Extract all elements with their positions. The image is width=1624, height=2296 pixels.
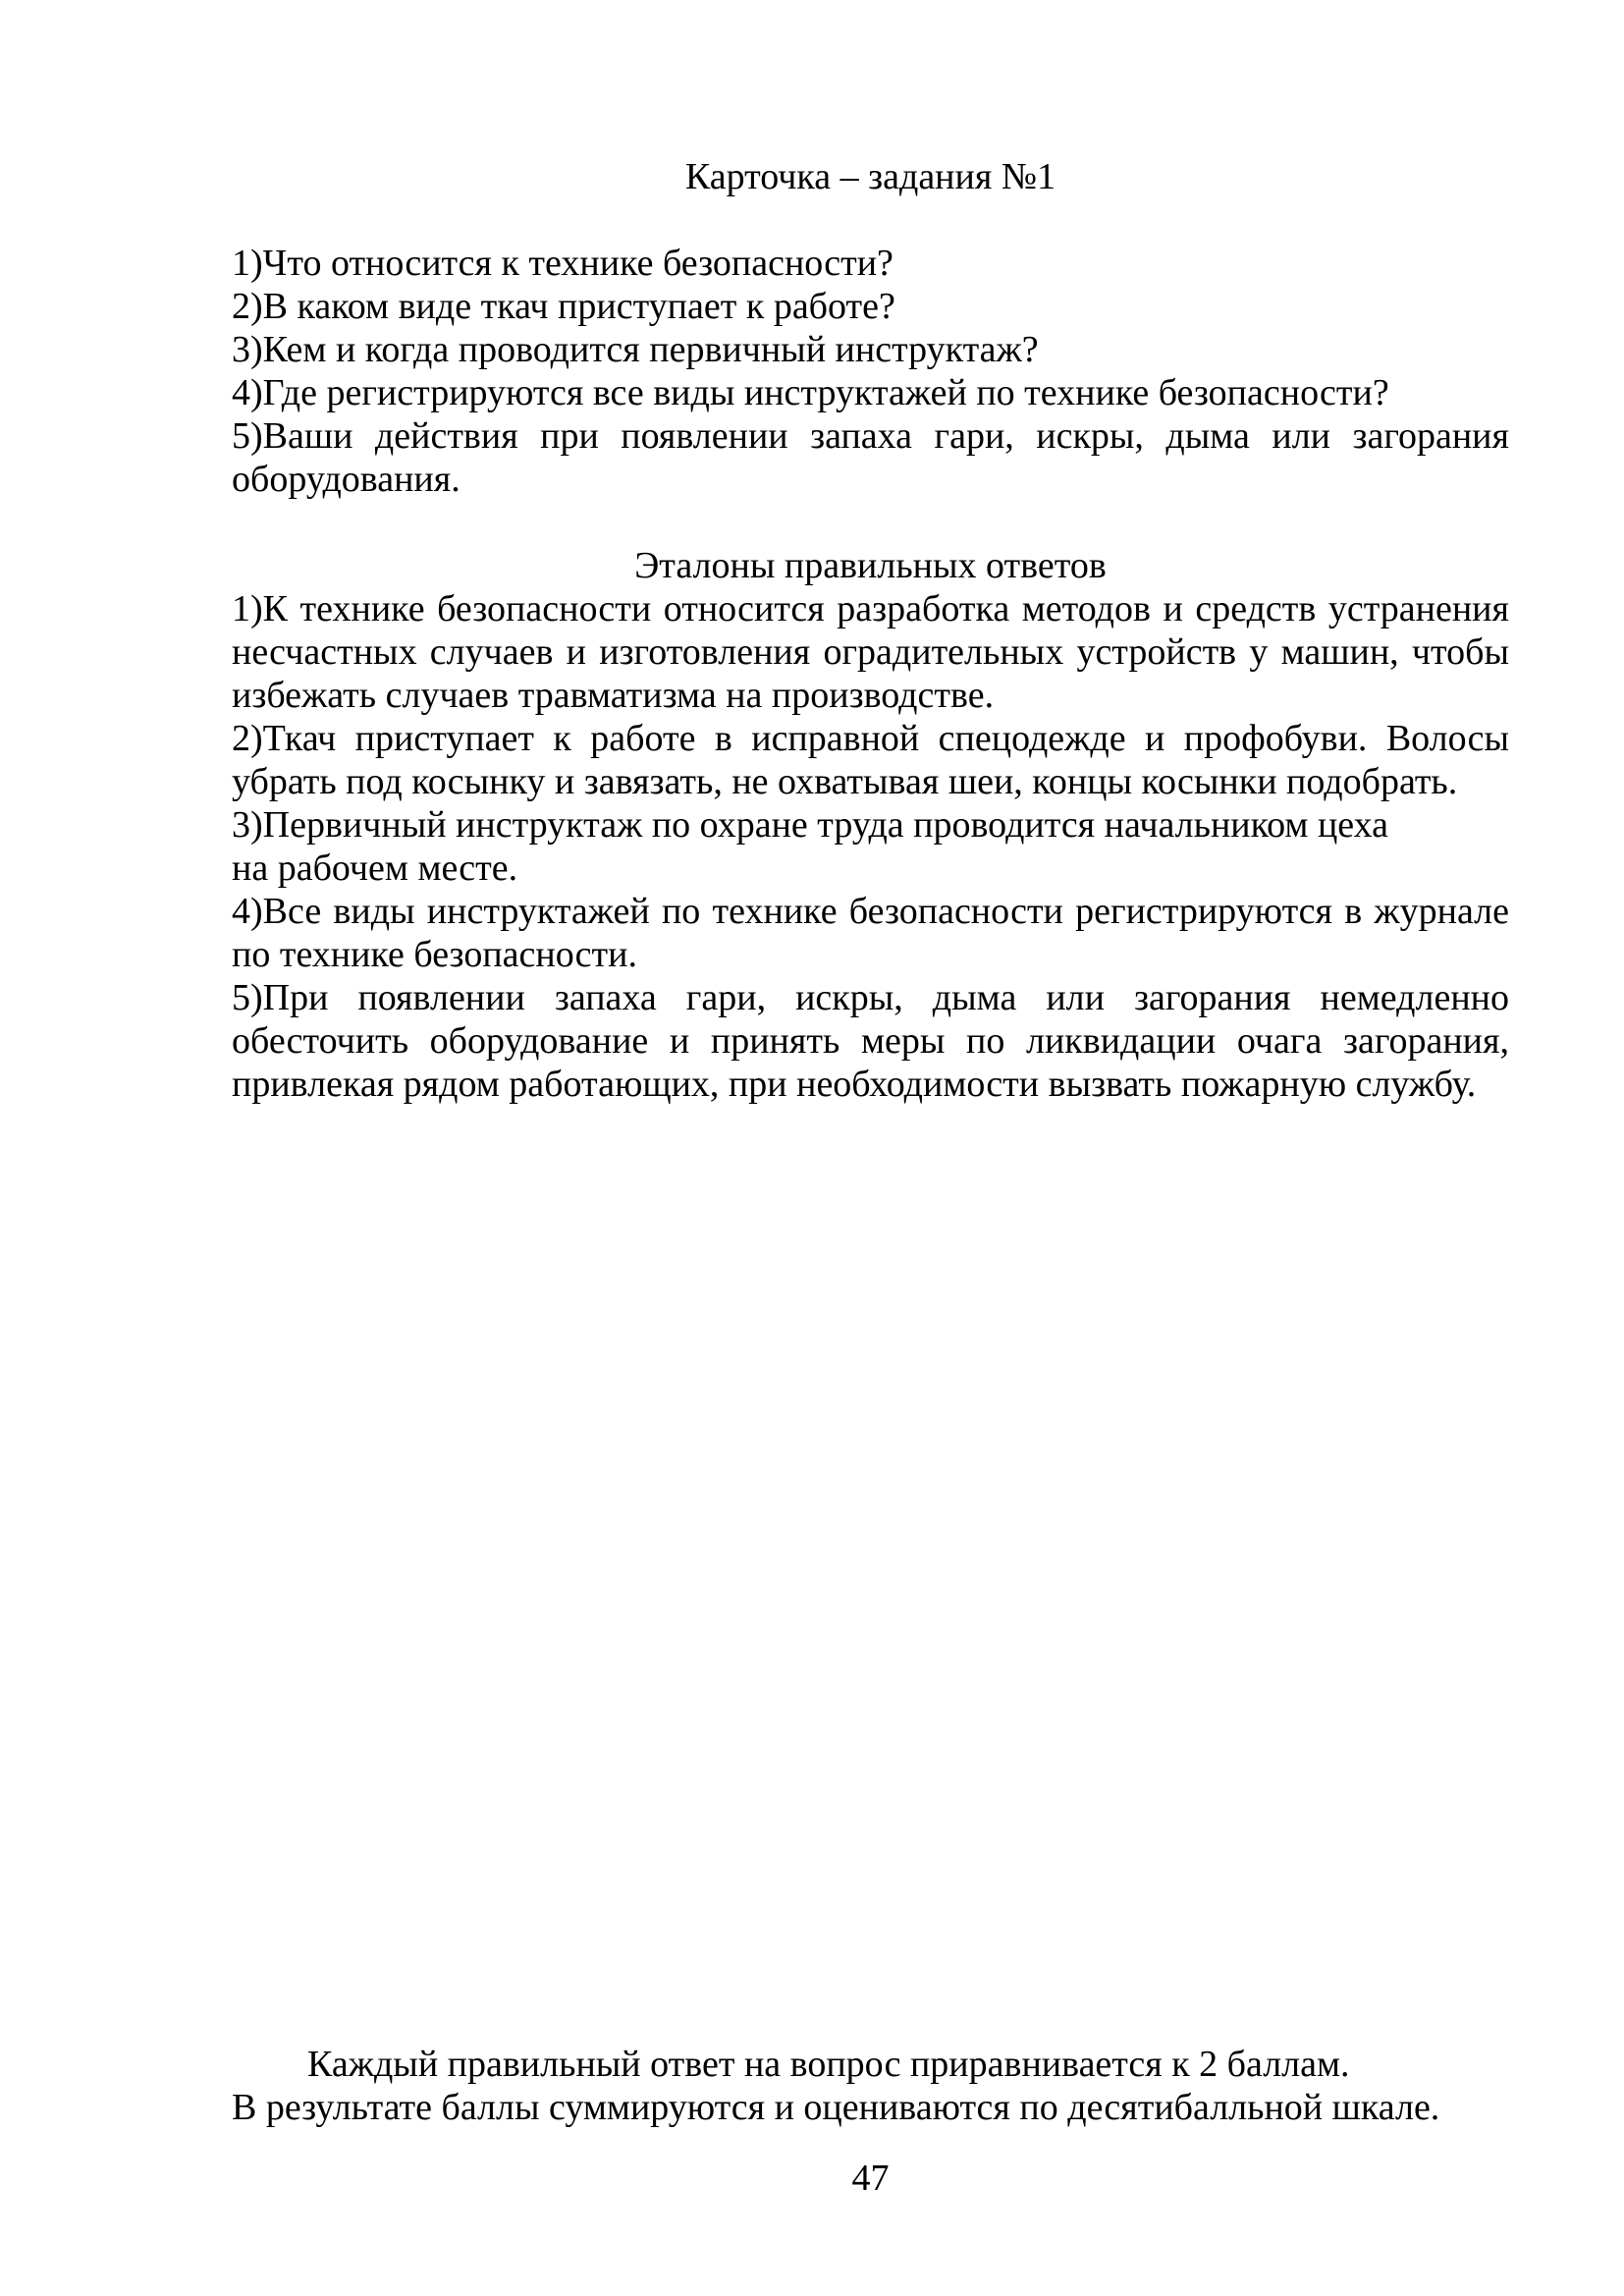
answer-line: обесточить оборудование и принять меры по ликвидации очага загорания,	[232, 1020, 1509, 1062]
answer-line: привлекая рядом работающих, при необходимости вызвать пожарную службу.	[232, 1064, 1477, 1105]
answer-line: 1)К технике безопасности относится разработка методов и средств устранения	[232, 588, 1509, 629]
answer-line: 3)Первичный инструктаж по охране труда проводится начальником цеха	[232, 804, 1389, 846]
question-line: оборудования.	[232, 459, 460, 500]
page-footer	[232, 2159, 1509, 2198]
question-line: 5)Ваши действия при появлении запаха гари, искры, дыма или загорания	[232, 415, 1509, 457]
answer-line: 5)При появлении запаха гари, искры, дыма или загорания немедленно	[232, 977, 1509, 1018]
page-number: 47	[851, 2158, 890, 2199]
answer-line: на рабочем месте.	[232, 847, 518, 889]
answer-line: убрать под косынку и завязать, не охватывая шеи, концы косынки подобрать.	[232, 761, 1458, 802]
blank-line	[232, 501, 1509, 544]
document-body	[232, 155, 1509, 1106]
document-title: Карточка – задания №1	[684, 156, 1056, 197]
question-line: 3)Кем и когда проводится первичный инструктаж?	[232, 329, 1039, 370]
blank-line	[232, 198, 1509, 242]
answers-heading: Эталоны правильных ответов	[634, 545, 1107, 586]
answer-line: 4)Все виды инструктажей по технике безопасности регистрируются в журнале	[232, 891, 1509, 932]
question-line: 2)В каком виде ткач приступает к работе?	[232, 286, 895, 327]
scoring-line: Каждый правильный ответ на вопрос приравнивается к 2 баллам.	[307, 2044, 1350, 2085]
answer-line: по технике безопасности.	[232, 934, 637, 975]
question-line: 4)Где регистрируются все виды инструктажей по технике безопасности?	[232, 372, 1389, 413]
scoring-note	[232, 2043, 1509, 2129]
answer-line: несчастных случаев и изготовления оградительных устройств у машин, чтобы	[232, 631, 1509, 673]
question-line: 1)Что относится к технике безопасности?	[232, 243, 893, 284]
answer-line: избежать случаев травматизма на производстве.	[232, 675, 995, 716]
scoring-line: В результате баллы суммируются и оцениваются по десятибалльной шкале.	[232, 2087, 1440, 2128]
answer-line: 2)Ткач приступает к работе в исправной спецодежде и профобуви. Волосы	[232, 718, 1509, 759]
